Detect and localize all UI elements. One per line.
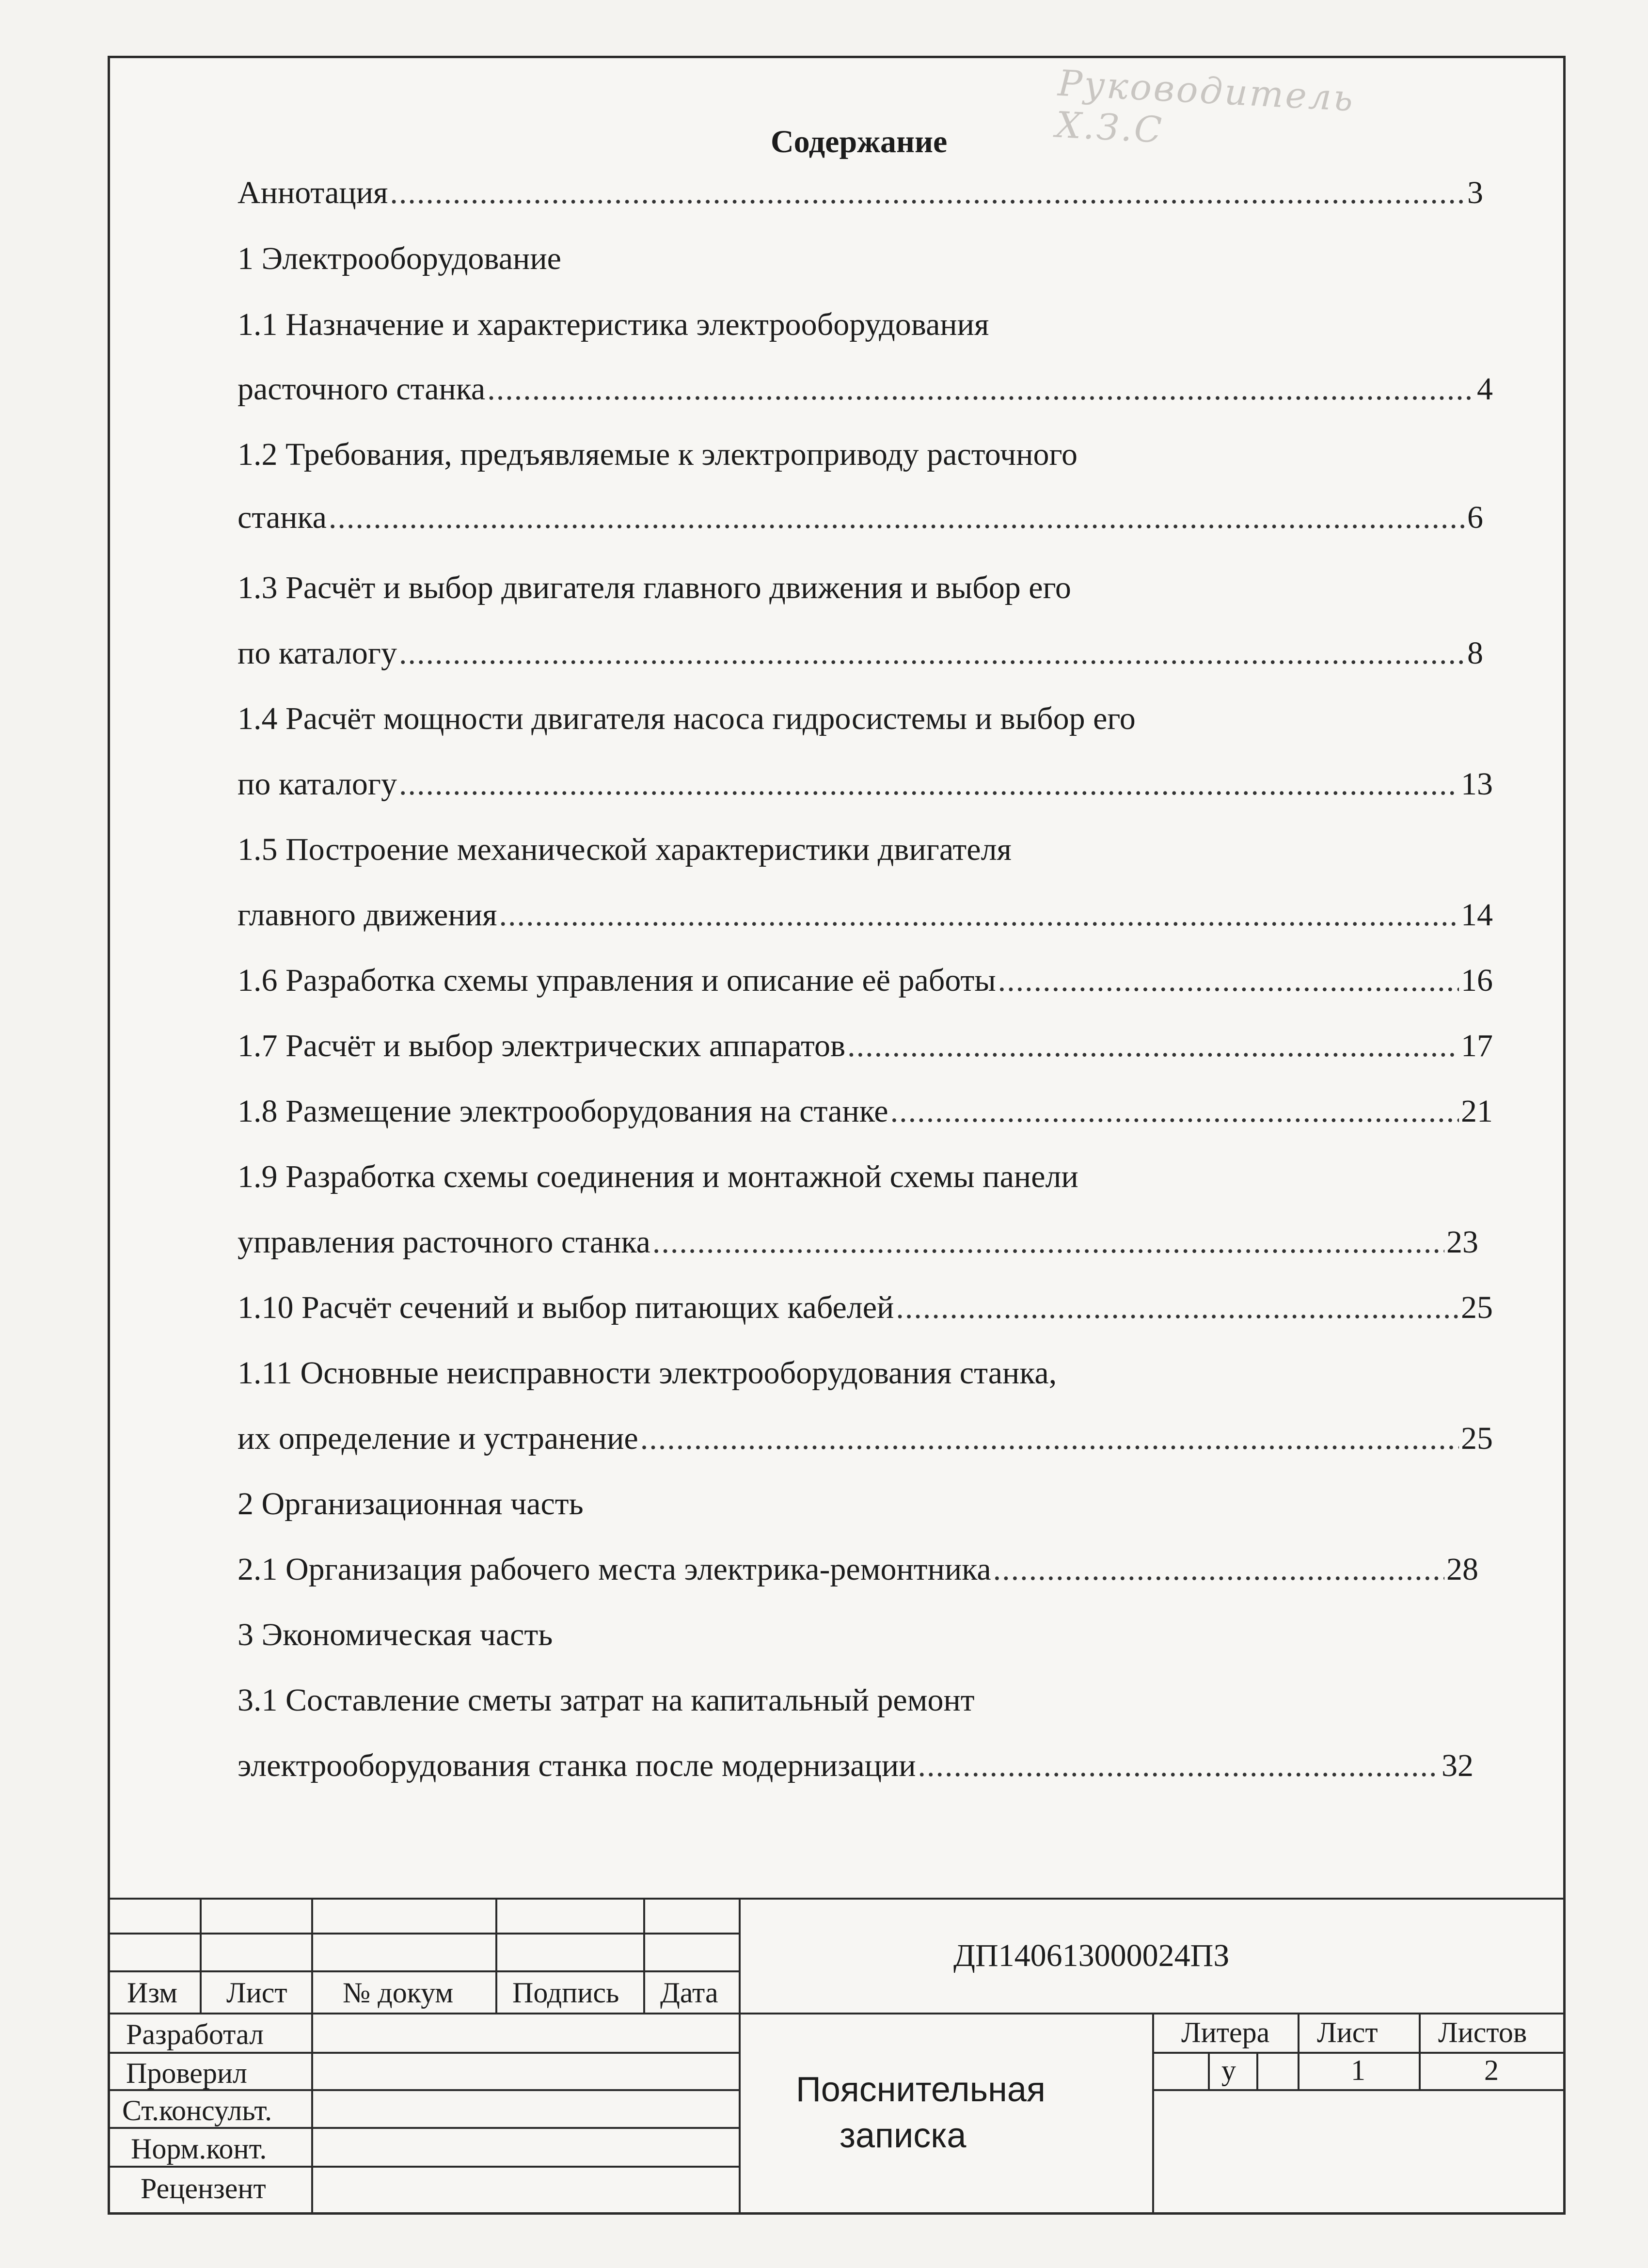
stamp-header-change: Изм <box>127 1977 178 2009</box>
toc-leader <box>487 371 1475 408</box>
toc-section-heading: 1 Электрооборудование <box>238 241 561 276</box>
stamp-role-reviewer: Рецензент <box>141 2173 266 2205</box>
page-title: Содержание <box>771 124 948 159</box>
toc-entry-label: 1.10 Расчёт сечений и выбор питающих кабелей <box>238 1290 894 1325</box>
toc-entry-label: 1.2 Требования, предъявляемые к электроприводу расточного <box>238 437 1078 472</box>
toc-leader <box>652 1224 1444 1261</box>
toc-entry-page: 28 <box>1446 1552 1478 1587</box>
toc-leader <box>890 1093 1459 1130</box>
toc-leader <box>399 635 1465 672</box>
stamp-header-signature: Подпись <box>512 1977 619 2009</box>
toc-entry-label: по каталогу <box>238 635 397 671</box>
stamp-sheet-label: Лист <box>1317 2016 1378 2048</box>
toc-section-heading: 2 Организационная часть <box>238 1486 584 1522</box>
stamp-header-document: № докум <box>343 1977 454 2009</box>
toc-section-heading: 3 Экономическая часть <box>238 1617 553 1652</box>
toc-entry-label: 1.6 Разработка схемы управления и описание её работы <box>238 963 996 998</box>
toc-entry <box>238 1289 1493 1326</box>
toc-leader <box>993 1551 1444 1588</box>
toc-leader <box>329 499 1465 536</box>
toc-entry-label: их определение и устранение <box>238 1421 638 1456</box>
toc-leader <box>847 1028 1459 1064</box>
toc-entry <box>238 897 1493 934</box>
toc-leader <box>998 962 1459 999</box>
toc-entry-label: по каталогу <box>238 766 397 802</box>
toc-entry <box>238 1747 1474 1784</box>
toc-entry <box>238 635 1483 672</box>
toc-entry-label: главного движения <box>238 897 497 933</box>
toc-entry-label: управления расточного станка <box>238 1224 650 1260</box>
toc-entry <box>238 371 1493 408</box>
toc-entry-label: Аннотация <box>238 175 388 210</box>
toc-entry-page: 25 <box>1461 1290 1493 1325</box>
toc-entry-page: 6 <box>1467 500 1483 535</box>
toc-entry-label: электрооборудования станка после модернизации <box>238 1748 916 1783</box>
toc-leader <box>390 174 1465 211</box>
toc-entry-page: 13 <box>1461 766 1493 802</box>
toc-entry-label: 1.3 Расчёт и выбор двигателя главного движения и выбор его <box>238 570 1071 605</box>
toc-entry-page: 25 <box>1461 1421 1493 1456</box>
stamp-header-date: Дата <box>660 1977 718 2009</box>
toc-entry-page: 23 <box>1446 1224 1478 1260</box>
document-name-line1: Пояснительная <box>796 2070 1046 2109</box>
toc-entry-label: 1.5 Построение механической характеристики двигателя <box>238 832 1012 867</box>
toc-entry <box>238 174 1483 211</box>
toc-entry-label: 1.7 Расчёт и выбор электрических аппаратов <box>238 1028 846 1063</box>
toc-entry-label: станка <box>238 500 327 535</box>
toc-entry-label: 1.8 Размещение электрооборудования на станке <box>238 1094 888 1129</box>
toc-entry-page: 17 <box>1461 1028 1493 1063</box>
toc-entry <box>238 1093 1493 1130</box>
toc-entry-label: расточного станка <box>238 371 486 407</box>
toc-entry-label: 3.1 Составление сметы затрат на капитальный ремонт <box>238 1682 975 1718</box>
stamp-sheets-value: 2 <box>1484 2054 1499 2086</box>
stamp-role-norm-control: Норм.конт. <box>131 2133 267 2165</box>
stamp-sheets-label: Листов <box>1438 2016 1527 2048</box>
toc-leader <box>896 1289 1459 1326</box>
toc-entry <box>238 1224 1478 1261</box>
toc-entry-page: 14 <box>1461 897 1493 933</box>
toc-entry-label: 2.1 Организация рабочего места электрика-ремонтника <box>238 1552 991 1587</box>
toc-leader <box>499 897 1459 934</box>
toc-entry-page: 4 <box>1477 371 1493 407</box>
toc-leader <box>918 1747 1440 1784</box>
toc-leader <box>399 766 1459 803</box>
stamp-sheet-value: 1 <box>1351 2054 1365 2086</box>
stamp-header-sheet: Лист <box>226 1977 287 2009</box>
stamp-role-checker: Проверил <box>126 2057 247 2089</box>
toc-entry <box>238 499 1483 536</box>
stamp-role-consultant: Ст.консульт. <box>122 2094 272 2126</box>
toc-entry <box>238 1028 1493 1064</box>
toc-entry-page: 32 <box>1442 1748 1474 1783</box>
toc-entry-page: 3 <box>1467 175 1483 210</box>
toc-entry-label: 1.4 Расчёт мощности двигателя насоса гидросистемы и выбор его <box>238 701 1136 736</box>
toc-entry-page: 8 <box>1467 635 1483 671</box>
document-code: ДП140613000024ПЗ <box>953 1938 1230 1973</box>
stamp-role-developer: Разработал <box>126 2018 264 2050</box>
toc-entry <box>238 1551 1478 1588</box>
toc-entry <box>238 962 1493 999</box>
toc-leader <box>640 1420 1459 1457</box>
toc-entry-label: 1.9 Разработка схемы соединения и монтажной схемы панели <box>238 1159 1078 1194</box>
stamp-litera-value: у <box>1221 2054 1236 2086</box>
toc-entry-page: 21 <box>1461 1094 1493 1129</box>
toc-entry <box>238 766 1493 803</box>
document-name-line2: записка <box>840 2116 967 2155</box>
stamp-litera-label: Литера <box>1181 2016 1270 2048</box>
handwritten-note: Руководитель Х.З.С <box>1055 62 1356 152</box>
toc-entry <box>238 1420 1493 1457</box>
title-block <box>108 1898 1566 2215</box>
toc-entry-page: 16 <box>1461 963 1493 998</box>
toc-entry-label: 1.1 Назначение и характеристика электрооборудования <box>238 307 989 342</box>
toc-entry-label: 1.11 Основные неисправности электрооборудования станка, <box>238 1355 1057 1391</box>
